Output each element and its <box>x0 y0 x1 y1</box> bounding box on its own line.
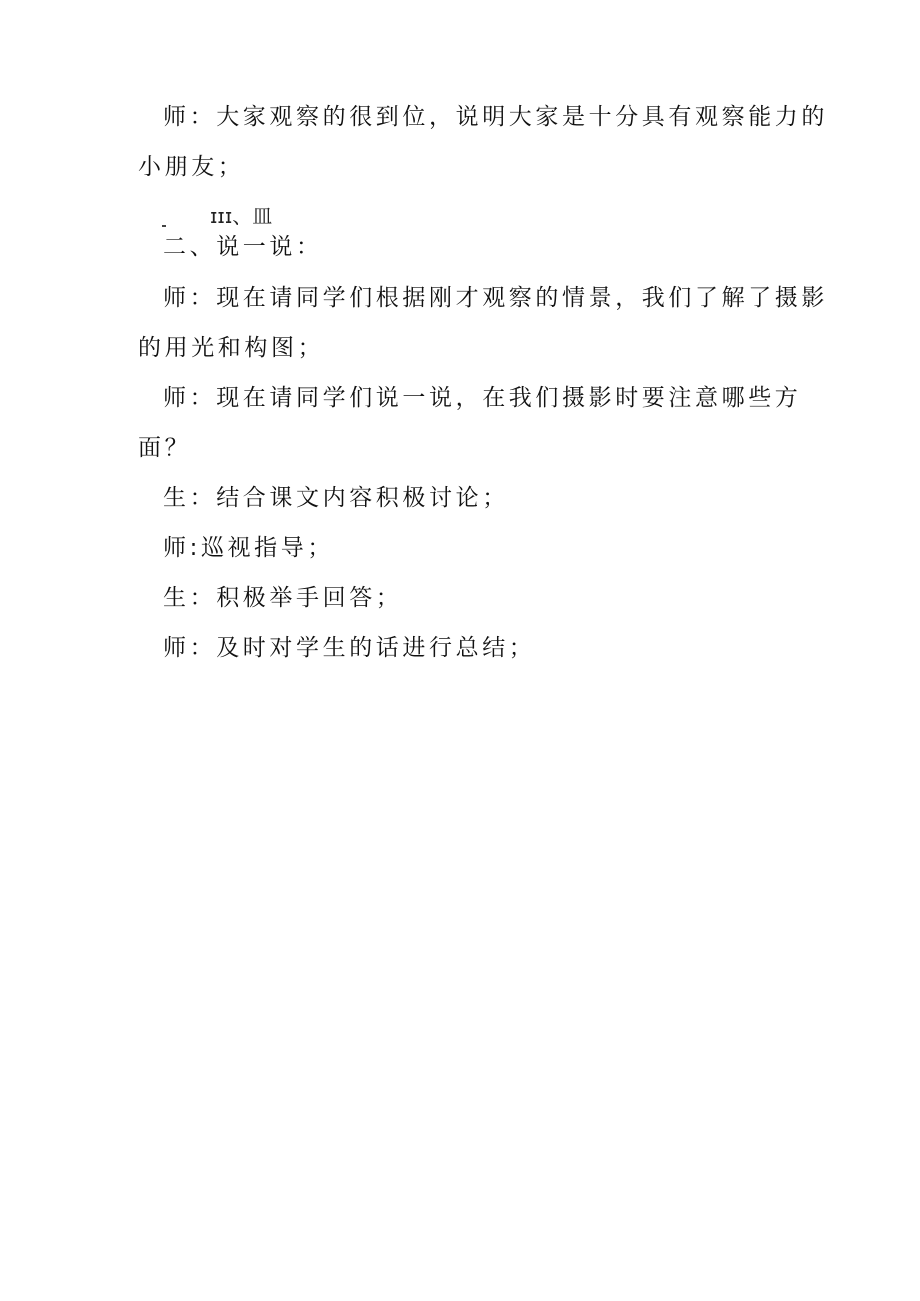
paragraph-line-5: 师：现在请同学们说一说，在我们摄影时要注意哪些方 <box>163 385 802 411</box>
paragraph-line-2: 小朋友； <box>138 154 245 180</box>
paragraph-line-3: 师：现在请同学们根据刚才观察的情景，我们了解了摄影 <box>163 285 828 311</box>
paragraph-line-9: 生：积极举手回答； <box>163 585 403 611</box>
paragraph-line-6: 面？ <box>138 435 192 461</box>
paragraph-line-10: 师：及时对学生的话进行总结； <box>163 635 536 661</box>
paragraph-line-1: 师：大家观察的很到位，说明大家是十分具有观察能力的 <box>163 104 828 130</box>
paragraph-line-4: 的用光和构图； <box>138 335 325 361</box>
paragraph-line-8: 师:巡视指导； <box>163 535 334 561</box>
scan-mark <box>162 225 166 227</box>
heading-artifact: ɪɪɪ、皿 <box>210 204 273 228</box>
section-heading: 二、说一说： <box>163 234 323 260</box>
paragraph-line-7: 生：结合课文内容积极讨论； <box>163 485 509 511</box>
